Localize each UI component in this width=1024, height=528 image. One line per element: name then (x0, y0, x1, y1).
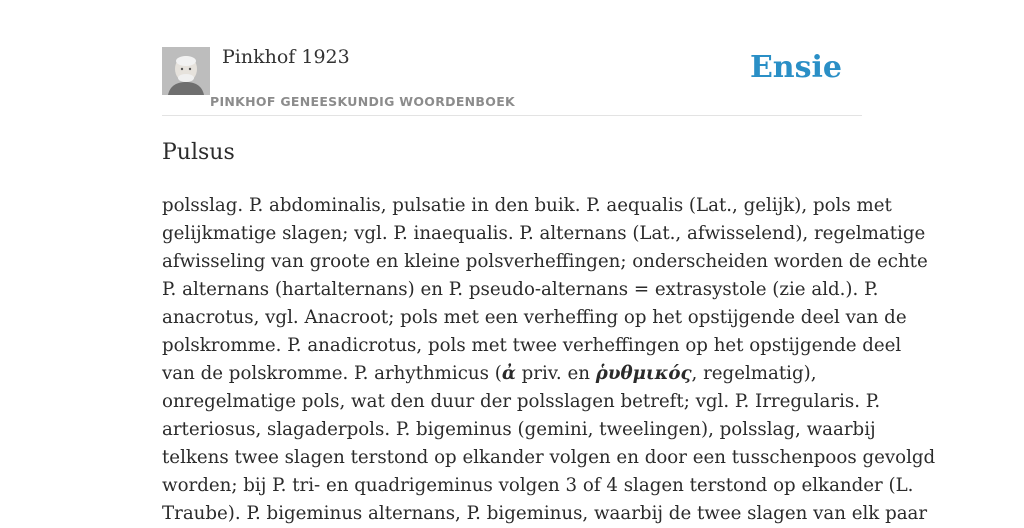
entry-line: polskromme. P. anadicrotus, pols met twee verheffingen op het opstijgende deel (162, 335, 902, 356)
entry-text: van de polskromme. P. arhythmicus ( (162, 363, 502, 384)
entry-line: telkens twee slagen terstond op elkander volgen en door een tusschenpoos gevolgd (162, 447, 936, 468)
brand-logo-link[interactable]: Ensie (749, 50, 842, 85)
entry-line: Traube). P. bigeminus alternans, P. bigeminus, waarbij de twee slagen van elk paar (162, 503, 928, 524)
entry-line: gelijkmatige slagen; vgl. P. inaequalis. P. alternans (Lat., afwisselend), regelmatige (162, 223, 926, 244)
entry-line: P. alternans (hartalternans) en P. pseudo-alternans = extrasystole (zie ald.). P. (162, 279, 879, 300)
header (162, 0, 862, 116)
source-subtitle[interactable]: PINKHOF GENEESKUNDIG WOORDENBOEK (210, 94, 516, 109)
entry-text: , regelmatig), (691, 363, 817, 384)
entry-line: afwisseling van groote en kleine polsverheffingen; onderscheiden worden de echte (162, 251, 928, 272)
entry-line: anacrotus, vgl. Anacroot; pols met een verheffing op het opstijgende deel van de (162, 307, 907, 328)
entry-line (162, 360, 867, 388)
entry-title: Pulsus (162, 140, 235, 165)
portrait-photo-icon (162, 47, 210, 95)
avatar[interactable] (162, 47, 210, 95)
source-title[interactable]: Pinkhof 1923 (222, 46, 350, 68)
entry-line: worden; bij P. tri- en quadrigeminus volgen 3 of 4 slagen terstond op elkander (L. (162, 475, 914, 496)
entry-text: priv. en (515, 363, 596, 384)
greek-term: ἀ (501, 363, 516, 384)
entry-line: onregelmatige pols, wat den duur der polsslagen betreft; vgl. P. Irregularis. P. (162, 391, 881, 412)
greek-term: ῥυθμικός (595, 363, 692, 384)
entry-body (162, 192, 936, 528)
entry-line: polsslag. P. abdominalis, pulsatie in den buik. P. aequalis (Lat., gelijk), pols met (162, 195, 892, 216)
entry-line: arteriosus, slagaderpols. P. bigeminus (gemini, tweelingen), polsslag, waarbij (162, 419, 876, 440)
